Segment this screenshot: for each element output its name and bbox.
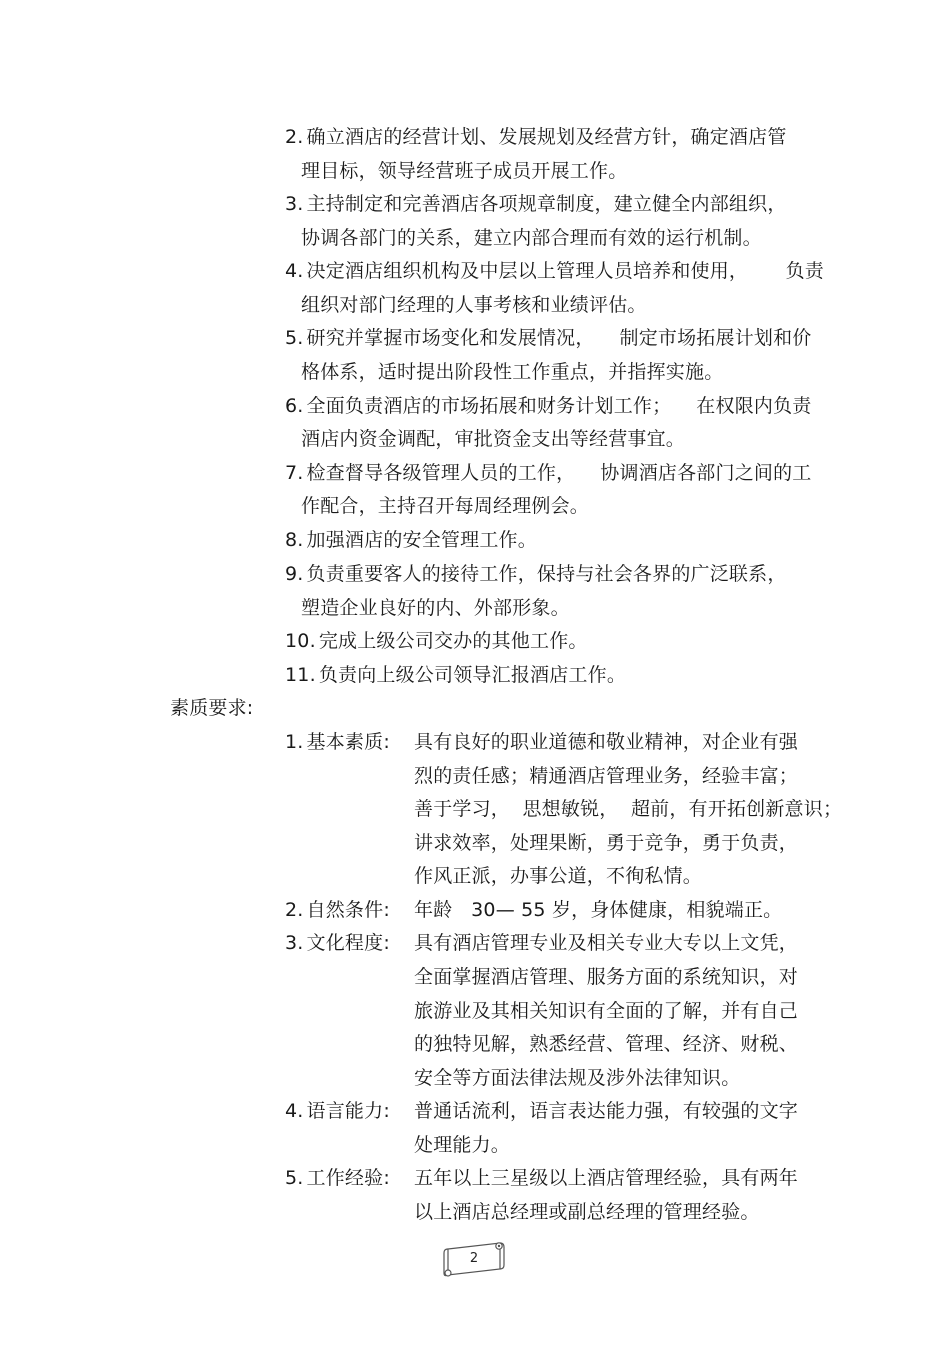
requirement-text: 旅游业及其相关知识有全面的了解，并有自己 — [414, 1000, 799, 1022]
item-number: 5. — [285, 327, 304, 349]
item-text: 研究并掌握市场变化和发展情况， 制定市场拓展计划和价 — [306, 327, 812, 349]
requirement-text: 全面掌握酒店管理、服务方面的系统知识，对 — [414, 966, 799, 988]
item-text-cont: 理目标，领导经营班子成员开展工作。 — [301, 160, 628, 182]
requirement-label: 语言能力: — [306, 1100, 390, 1122]
item-text-cont: 组织对部门经理的人事考核和业绩评估。 — [301, 294, 647, 316]
item-number: 3. — [285, 193, 304, 215]
requirement-text: 年龄 30— 55 岁，身体健康，相貌端正。 — [414, 899, 783, 921]
item-text: 加强酒店的安全管理工作。 — [306, 529, 537, 551]
item-text-cont: 协调各部门的关系，建立内部合理而有效的运行机制。 — [301, 227, 762, 249]
item-number: 2. — [285, 126, 304, 148]
item-number: 5. — [285, 1167, 304, 1189]
item-text: 确立酒店的经营计划、发展规划及经营方针，确定酒店管 — [306, 126, 787, 148]
item-number: 7. — [285, 462, 304, 484]
item-text: 完成上级公司交办的其他工作。 — [318, 630, 588, 652]
requirement-text: 普通话流利，语言表达能力强，有较强的文字 — [414, 1100, 799, 1122]
requirement-label: 基本素质: — [306, 731, 390, 753]
requirement-text: 的独特见解，熟悉经营、管理、经济、财税、 — [414, 1033, 799, 1055]
item-number: 1. — [285, 731, 304, 753]
requirement-text: 以上酒店总经理或副总经理的管理经验。 — [414, 1201, 760, 1223]
item-text-cont: 塑造企业良好的内、外部形象。 — [301, 597, 570, 619]
requirement-text: 处理能力。 — [414, 1134, 511, 1156]
requirement-text: 烈的责任感；精通酒店管理业务，经验丰富； — [414, 765, 799, 787]
item-number: 8. — [285, 529, 304, 551]
requirement-text: 具有酒店管理专业及相关专业大专以上文凭， — [414, 932, 799, 954]
section-title-qualifications: 素质要求: — [170, 697, 254, 719]
requirement-label: 自然条件: — [306, 899, 390, 921]
item-text-cont: 作配合，主持召开每周经理例会。 — [301, 495, 590, 517]
requirement-text: 五年以上三星级以上酒店管理经验，具有两年 — [414, 1167, 799, 1189]
requirement-label: 工作经验: — [306, 1167, 390, 1189]
item-number: 2. — [285, 899, 304, 921]
item-text: 决定酒店组织机构及中层以上管理人员培养和使用， 负责 — [306, 260, 824, 282]
item-number: 10. — [285, 630, 316, 652]
item-number: 11. — [285, 664, 316, 686]
item-number: 4. — [285, 260, 304, 282]
item-number: 9. — [285, 563, 304, 585]
item-number: 6. — [285, 395, 304, 417]
item-text: 检查督导各级管理人员的工作， 协调酒店各部门之间的工 — [306, 462, 812, 484]
requirement-text: 安全等方面法律法规及涉外法律知识。 — [414, 1067, 741, 1089]
item-text-cont: 酒店内资金调配，审批资金支出等经营事宜。 — [301, 428, 686, 450]
item-text: 主持制定和完善酒店各项规章制度，建立健全内部组织， — [306, 193, 787, 215]
page-number: 2 — [469, 1251, 479, 1266]
page-number-badge — [442, 1239, 506, 1281]
item-text: 负责向上级公司领导汇报酒店工作。 — [318, 664, 627, 686]
requirement-text: 善于学习， 思想敏锐， 超前，有开拓创新意识； — [414, 798, 843, 820]
item-number: 4. — [285, 1100, 304, 1122]
requirement-text: 讲求效率，处理果断，勇于竞争，勇于负责， — [414, 832, 799, 854]
item-text: 全面负责酒店的市场拓展和财务计划工作； 在权限内负责 — [306, 395, 812, 417]
requirement-text: 作风正派，办事公道，不徇私情。 — [414, 865, 703, 887]
item-text: 负责重要客人的接待工作，保持与社会各界的广泛联系， — [306, 563, 787, 585]
requirement-text: 具有良好的职业道德和敬业精神，对企业有强 — [414, 731, 799, 753]
item-number: 3. — [285, 932, 304, 954]
requirement-label: 文化程度: — [306, 932, 390, 954]
item-text-cont: 格体系，适时提出阶段性工作重点，并指挥实施。 — [301, 361, 724, 383]
